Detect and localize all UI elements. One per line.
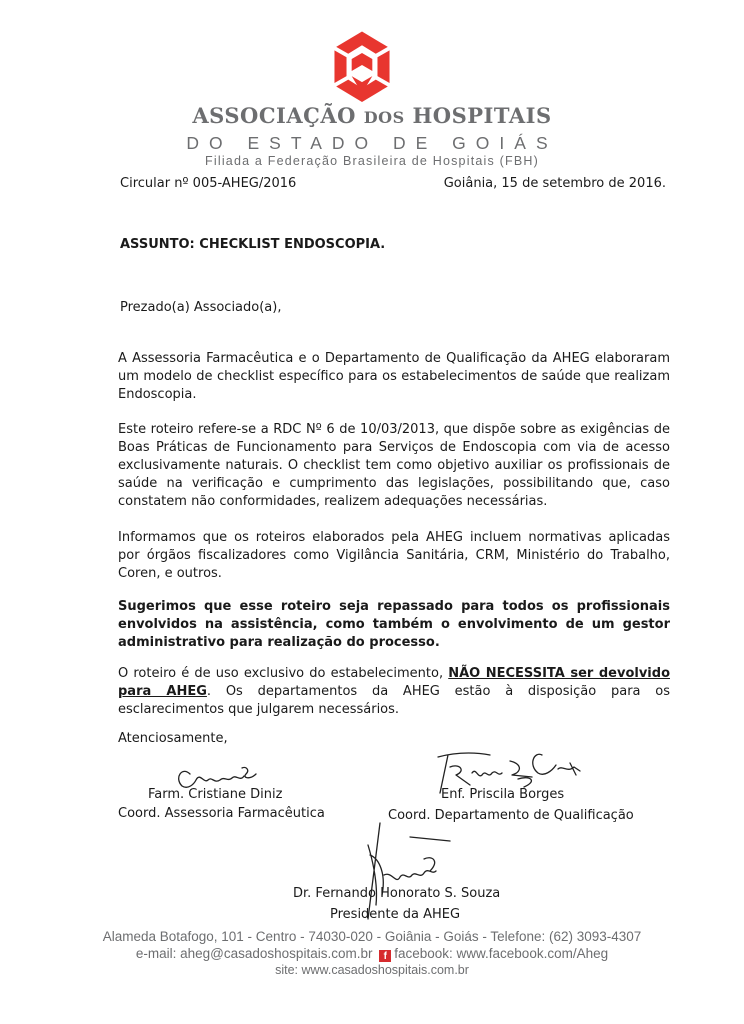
paragraph-5: O roteiro é de uso exclusivo do estabelecimento, NÃO NECESSITA ser devolvido para AHEG. Os departamentos da AHEG estão à disposição para os esclarecimentos que julgarem necessários.	[118, 666, 670, 717]
footer-contact	[0, 946, 744, 962]
subject-line: ASSUNTO: CHECKLIST ENDOSCOPIA.	[120, 237, 386, 252]
paragraph-1: A Assessoria Farmacêutica e o Departamento de Qualificação da AHEG elaboraram um modelo de checklist específico para os estabelecimentos de saúde que realizam Endoscopia.	[118, 351, 670, 402]
letter-date: Goiânia, 15 de setembro de 2016.	[443, 176, 666, 191]
footer-facebook[interactable]: facebook: www.facebook.com/Aheg	[394, 946, 609, 961]
signatory-1-name: Farm. Cristiane Diniz	[148, 787, 283, 802]
footer-email[interactable]: e-mail: aheg@casadoshospitais.com.br	[135, 946, 373, 961]
signatory-3-name: Dr. Fernando Honorato S. Souza	[293, 886, 501, 901]
aheg-logo	[319, 28, 405, 114]
signatory-1-role: Coord. Assessoria Farmacêutica	[118, 806, 325, 821]
footer-address: Alameda Botafogo, 101 - Centro - 74030-020 - Goiânia - Goiás - Telefone: (62) 3093-4307	[102, 929, 642, 944]
paragraph-3: Informamos que os roteiros elaborados pela AHEG incluem normativas aplicadas por órgãos fiscalizadores como Vigilância Sanitária, CRM, Ministério do Trabalho, Coren, e outros.	[118, 530, 670, 581]
closing: Atenciosamente,	[118, 731, 228, 746]
signatory-2-role: Coord. Departamento de Qualificação	[388, 808, 634, 823]
greeting: Prezado(a) Associado(a),	[120, 300, 282, 315]
paragraph-2: Este roteiro refere-se a RDC Nº 6 de 10/03/2013, que dispõe sobre as exigências de Boas Práticas de Funcionamento para Serviços de Endoscopia com via de acesso exclusivamente naturais. O checklist tem como objetivo auxiliar os profissionais de saúde na verificação e cumprimento das legislações, possibilitando que, caso constatem não conformidades, realizem adequações necessárias.	[118, 422, 670, 509]
facebook-icon: f	[379, 950, 391, 962]
logo-mark	[334, 31, 389, 102]
paragraph-4-bold: Sugerimos que esse roteiro seja repassado para todos os profissionais envolvidos na assistência, como também o envolvimento de um gestor administrativo para realização do processo.	[118, 599, 670, 650]
footer-site[interactable]: site: www.casadoshospitais.com.br	[275, 963, 469, 977]
org-subtitle: DO ESTADO DE GOIÁS	[186, 133, 558, 153]
org-affiliation: Filiada a Federação Brasileira de Hospitais (FBH)	[205, 154, 539, 168]
signatory-3-role: Presidente da AHEG	[330, 907, 461, 922]
org-name: ASSOCIAÇÃO DOS HOSPITAIS	[192, 103, 552, 128]
paragraph-5-emphasis: NÃO NECESSITA ser devolvido para AHEG	[118, 666, 670, 699]
circular-number: Circular nº 005-AHEG/2016	[120, 176, 297, 191]
signatory-2-name: Enf. Priscila Borges	[441, 787, 565, 802]
